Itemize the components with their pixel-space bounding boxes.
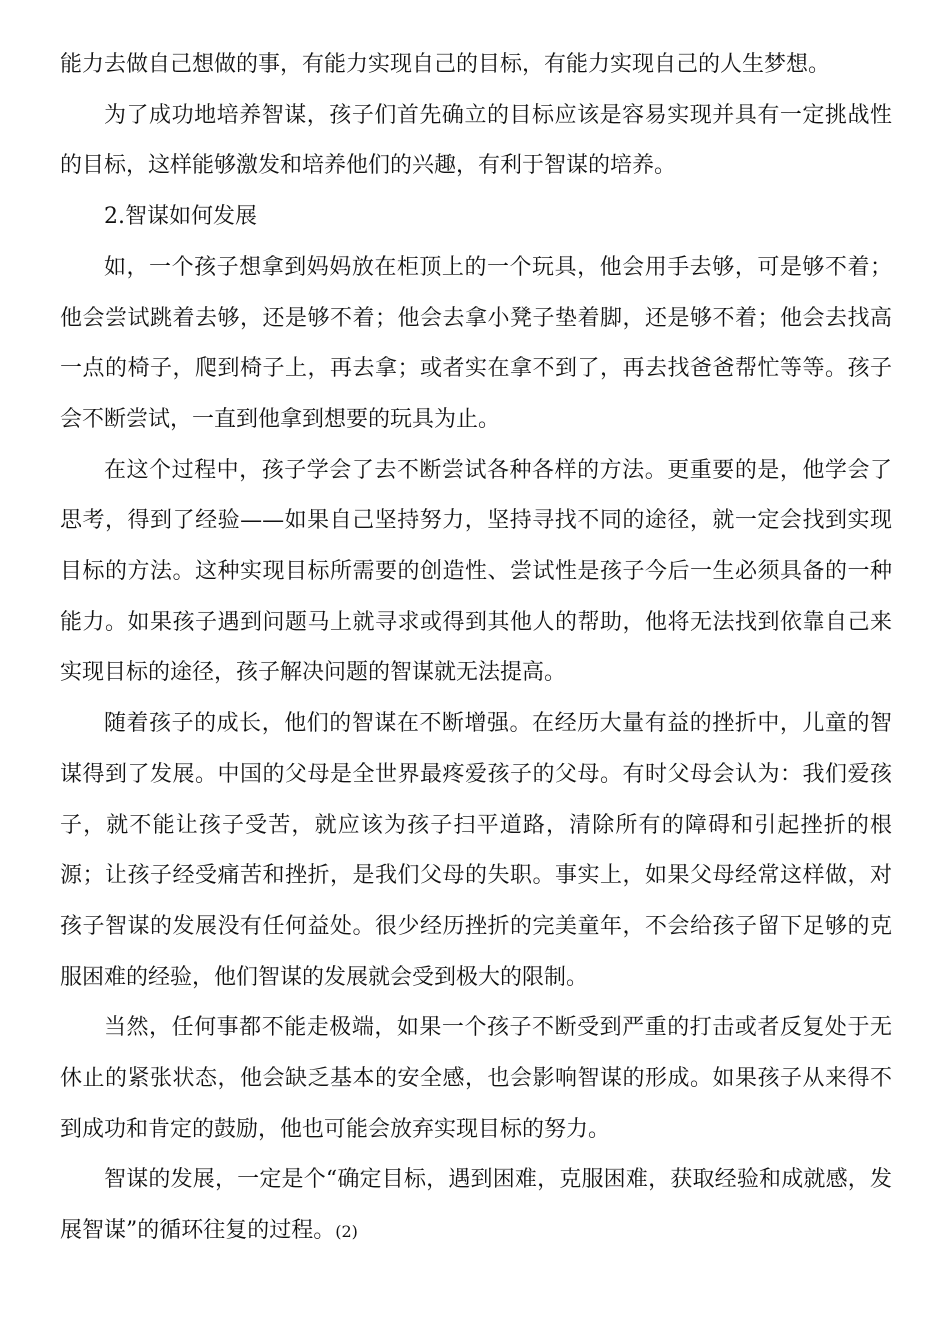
footnote-reference: (2) bbox=[335, 1222, 358, 1242]
paragraph-conclusion bbox=[60, 1155, 892, 1257]
paragraph-growth-and-frustration: 随着孩子的成长，他们的智谋在不断增强。在经历大量有益的挫折中，儿童的智谋得到了发展。中国的父母是全世界最疼爱孩子的父母。有时父母会认为：我们爱孩子，就不能让孩子受苦，就应该为孩子扫平道路，清除所有的障碍和引起挫折的根源；让孩子经受痛苦和挫折，是我们父母的失职。事实上，如果父母经常这样做，对孩子智谋的发展没有任何益处。很少经历挫折的完美童年，不会给孩子留下足够的克服困难的经验，他们智谋的发展就会受到极大的限制。 bbox=[60, 711, 892, 990]
paragraph-toy-example: 如，一个孩子想拿到妈妈放在柜顶上的一个玩具，他会用手去够，可是够不着；他会尝试跳着去够，还是够不着；他会去拿小凳子垫着脚，还是够不着；他会去找高一点的椅子，爬到椅子上，再去拿；或者实在拿不到了，再去找爸爸帮忙等等。孩子会不断尝试，一直到他拿到想要的玩具为止。 bbox=[60, 254, 892, 432]
document-page bbox=[60, 40, 892, 1258]
conclusion-text: 智谋的发展，一定是个“确定目标，遇到困难，克服困难，获取经验和成就感，发展智谋”的循环往复的过程。 bbox=[60, 1167, 892, 1244]
paragraph-extremes: 当然，任何事都不能走极端，如果一个孩子不断受到严重的打击或者反复处于无休止的紧张状态，他会缺乏基本的安全感，也会影响智谋的形成。如果孩子从来得不到成功和肯定的鼓励，他也可能会放弃实现目标的努力。 bbox=[60, 1015, 892, 1142]
section-heading: 2.智谋如何发展 bbox=[104, 204, 257, 230]
paragraph-continuation: 能力去做自己想做的事，有能力实现自己的目标，有能力实现自己的人生梦想。 bbox=[60, 52, 831, 77]
paragraph-goal-setting: 为了成功地培养智谋，孩子们首先确立的目标应该是容易实现并具有一定挑战性的目标，这样能够激发和培养他们的兴趣，有利于智谋的培养。 bbox=[60, 102, 892, 179]
paragraph-learning-process: 在这个过程中，孩子学会了去不断尝试各种各样的方法。更重要的是，他学会了思考，得到了经验——如果自己坚持努力，坚持寻找不同的途径，就一定会找到实现目标的方法。这种实现目标所需要的创造性、尝试性是孩子今后一生必须具备的一种能力。如果孩子遇到问题马上就寻求或得到其他人的帮助，他将无法找到依靠自己来实现目标的途径，孩子解决问题的智谋就无法提高。 bbox=[60, 457, 892, 686]
